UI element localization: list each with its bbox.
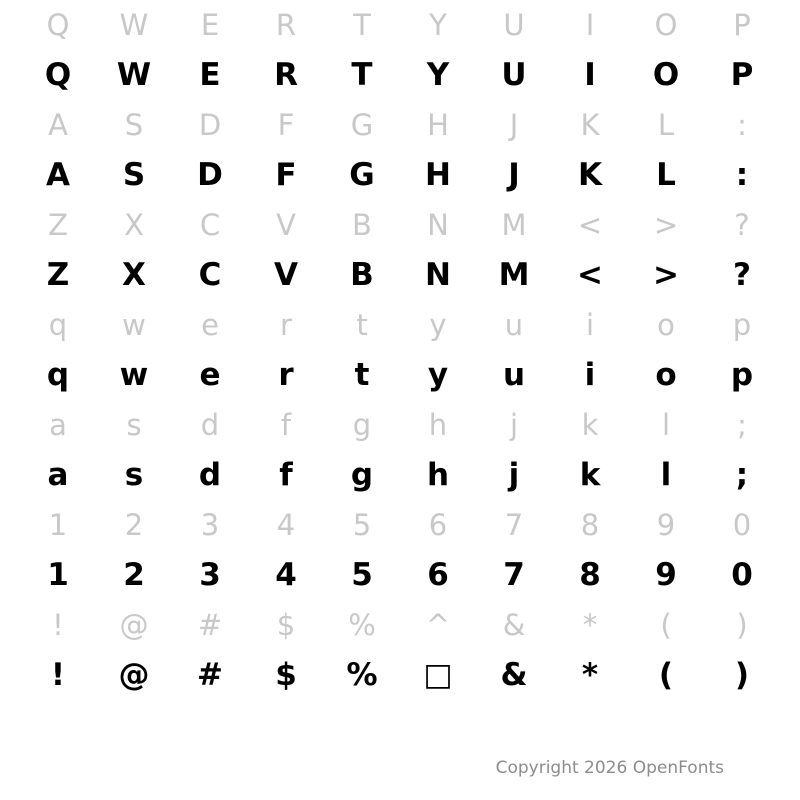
glyph-cell: R bbox=[275, 7, 297, 42]
glyph-cell: ; bbox=[737, 407, 747, 442]
glyph-cell: ( bbox=[658, 656, 674, 693]
glyph-cell: M bbox=[501, 207, 527, 242]
glyph-row-bold bbox=[0, 250, 800, 300]
glyph-cell: K bbox=[580, 107, 600, 142]
glyph-cell: N bbox=[425, 256, 451, 293]
glyph-cell: * bbox=[582, 607, 598, 642]
glyph-cell: ^ bbox=[425, 607, 451, 642]
glyph-cell: B bbox=[352, 207, 372, 242]
glyph-cell: 6 bbox=[427, 556, 449, 593]
glyph-cell: # bbox=[197, 607, 223, 642]
glyph-cell: T bbox=[351, 56, 373, 93]
glyph-cell: 7 bbox=[503, 556, 525, 593]
glyph-cell: Y bbox=[426, 56, 450, 93]
glyph-cell: T bbox=[353, 7, 371, 42]
glyph-cell: > bbox=[653, 207, 679, 242]
glyph-cell: P bbox=[730, 56, 754, 93]
glyph-cell: A bbox=[46, 156, 70, 193]
glyph-cell: Z bbox=[48, 207, 68, 242]
glyph-cell: s bbox=[126, 407, 142, 442]
glyph-cell: & bbox=[502, 607, 526, 642]
glyph-cell: $ bbox=[276, 607, 296, 642]
glyph-row-light bbox=[0, 300, 800, 350]
glyph-cell: 2 bbox=[124, 507, 144, 542]
glyph-cell: y bbox=[429, 307, 447, 342]
glyph-cell: > bbox=[653, 256, 679, 293]
glyph-cell: l bbox=[660, 456, 672, 493]
glyph-cell: L bbox=[656, 156, 676, 193]
glyph-cell: W bbox=[116, 56, 152, 93]
glyph-cell: F bbox=[275, 156, 297, 193]
glyph-cell: i bbox=[584, 356, 596, 393]
glyph-cell: 0 bbox=[732, 507, 752, 542]
glyph-cell: @ bbox=[119, 607, 149, 642]
glyph-cell: R bbox=[274, 56, 298, 93]
glyph-cell: t bbox=[356, 307, 368, 342]
glyph-cell: e bbox=[199, 356, 221, 393]
glyph-cell: r bbox=[280, 307, 292, 342]
glyph-row-bold bbox=[0, 650, 800, 700]
glyph-cell: @ bbox=[118, 656, 150, 693]
glyph-cell: U bbox=[503, 7, 525, 42]
glyph-cell: h bbox=[426, 456, 450, 493]
glyph-cell: e bbox=[201, 307, 219, 342]
glyph-cell: f bbox=[280, 407, 292, 442]
glyph-cell: % bbox=[346, 656, 378, 693]
glyph-cell: ! bbox=[50, 656, 66, 693]
glyph-cell: ) bbox=[736, 607, 748, 642]
glyph-cell: q bbox=[46, 356, 70, 393]
copyright-notice: Copyright 2026 OpenFonts bbox=[495, 758, 724, 778]
glyph-cell: : bbox=[737, 107, 747, 142]
glyph-cell: Q bbox=[44, 56, 72, 93]
glyph-cell: I bbox=[585, 7, 595, 42]
glyph-cell: ( bbox=[660, 607, 672, 642]
glyph-row-light bbox=[0, 500, 800, 550]
glyph-cell: g bbox=[350, 456, 374, 493]
glyph-cell: O bbox=[652, 56, 680, 93]
glyph-cell: D bbox=[197, 156, 223, 193]
glyph-cell: o bbox=[655, 356, 677, 393]
glyph-cell: U bbox=[501, 56, 527, 93]
glyph-cell: 5 bbox=[351, 556, 373, 593]
glyph-row-light bbox=[0, 0, 800, 50]
glyph-cell: d bbox=[198, 456, 222, 493]
glyph-cell: N bbox=[427, 207, 449, 242]
glyph-cell: I bbox=[584, 56, 596, 93]
glyph-cell: 5 bbox=[352, 507, 372, 542]
glyph-cell: t bbox=[354, 356, 370, 393]
glyph-cell: * bbox=[581, 656, 599, 693]
glyph-cell: G bbox=[350, 107, 374, 142]
glyph-cell: d bbox=[200, 407, 220, 442]
glyph-cell: P bbox=[733, 7, 751, 42]
glyph-cell: J bbox=[509, 107, 519, 142]
glyph-cell: 8 bbox=[579, 556, 601, 593]
glyph-cell: < bbox=[577, 207, 603, 242]
glyph-cell: 8 bbox=[580, 507, 600, 542]
glyph-cell: j bbox=[508, 456, 520, 493]
glyph-cell: L bbox=[657, 107, 675, 142]
glyph-cell: 4 bbox=[275, 556, 297, 593]
glyph-cell: g bbox=[352, 407, 372, 442]
glyph-cell: o bbox=[657, 307, 675, 342]
glyph-cell: J bbox=[508, 156, 520, 193]
glyph-cell: k bbox=[579, 456, 601, 493]
glyph-cell: Y bbox=[429, 7, 447, 42]
glyph-cell: ? bbox=[733, 256, 751, 293]
glyph-cell: u bbox=[502, 356, 526, 393]
glyph-cell: 9 bbox=[655, 556, 677, 593]
glyph-cell: C bbox=[199, 207, 221, 242]
glyph-row-light bbox=[0, 600, 800, 650]
glyph-cell: 0 bbox=[731, 556, 753, 593]
glyph-cell: a bbox=[47, 456, 69, 493]
glyph-cell: y bbox=[427, 356, 449, 393]
glyph-cell: 1 bbox=[48, 507, 68, 542]
glyph-row-bold bbox=[0, 350, 800, 400]
glyph-cell: 3 bbox=[199, 556, 221, 593]
glyph-cell: r bbox=[278, 356, 294, 393]
glyph-cell: S bbox=[124, 107, 144, 142]
glyph-cell: ) bbox=[734, 656, 750, 693]
glyph-row-bold bbox=[0, 150, 800, 200]
glyph-cell: j bbox=[509, 407, 519, 442]
glyph-cell: C bbox=[198, 256, 222, 293]
glyph-cell: V bbox=[274, 256, 298, 293]
glyph-cell: k bbox=[581, 407, 599, 442]
glyph-cell: E bbox=[199, 56, 221, 93]
glyph-cell: H bbox=[425, 156, 451, 193]
glyph-cell: Z bbox=[46, 256, 70, 293]
glyph-cell: H bbox=[427, 107, 449, 142]
glyph-cell: B bbox=[350, 256, 374, 293]
glyph-cell: l bbox=[661, 407, 671, 442]
glyph-row-light bbox=[0, 400, 800, 450]
glyph-cell: ? bbox=[734, 207, 750, 242]
glyph-cell: 2 bbox=[123, 556, 145, 593]
glyph-cell: w bbox=[119, 356, 149, 393]
glyph-cell: X bbox=[122, 256, 146, 293]
glyph-cell: D bbox=[198, 107, 222, 142]
glyph-cell: G bbox=[349, 156, 375, 193]
glyph-cell: u bbox=[504, 307, 524, 342]
glyph-cell: 1 bbox=[47, 556, 69, 593]
glyph-cell: 3 bbox=[200, 507, 220, 542]
glyph-row-bold bbox=[0, 50, 800, 100]
glyph-cell: ! bbox=[52, 607, 64, 642]
glyph-cell: S bbox=[122, 156, 146, 193]
glyph-cell: O bbox=[654, 7, 678, 42]
glyph-row-bold bbox=[0, 450, 800, 500]
glyph-cell: s bbox=[124, 456, 144, 493]
glyph-cell: : bbox=[735, 156, 749, 193]
glyph-cell: f bbox=[279, 456, 293, 493]
glyph-cell: □ bbox=[423, 656, 453, 693]
glyph-cell: # bbox=[197, 656, 223, 693]
glyph-cell: q bbox=[48, 307, 68, 342]
glyph-cell: M bbox=[498, 256, 530, 293]
glyph-cell: V bbox=[276, 207, 296, 242]
glyph-cell: i bbox=[585, 307, 595, 342]
glyph-row-light bbox=[0, 100, 800, 150]
glyph-cell: 4 bbox=[276, 507, 296, 542]
glyph-cell: % bbox=[348, 607, 376, 642]
glyph-cell: < bbox=[577, 256, 603, 293]
glyph-cell: E bbox=[200, 7, 220, 42]
glyph-cell: w bbox=[122, 307, 146, 342]
glyph-cell: A bbox=[48, 107, 68, 142]
glyph-cell: p bbox=[730, 356, 754, 393]
glyph-cell: Q bbox=[46, 7, 70, 42]
glyph-cell: K bbox=[577, 156, 603, 193]
glyph-cell: 9 bbox=[656, 507, 676, 542]
glyph-cell: F bbox=[277, 107, 295, 142]
glyph-cell: 6 bbox=[428, 507, 448, 542]
glyph-cell: X bbox=[124, 207, 144, 242]
glyph-cell: a bbox=[49, 407, 67, 442]
glyph-cell: 7 bbox=[504, 507, 524, 542]
glyph-cell: W bbox=[119, 7, 149, 42]
glyph-cell: $ bbox=[275, 656, 297, 693]
glyph-row-bold bbox=[0, 550, 800, 600]
glyph-cell: p bbox=[732, 307, 752, 342]
glyph-cell: h bbox=[428, 407, 448, 442]
glyph-row-light bbox=[0, 200, 800, 250]
glyph-cell: ; bbox=[735, 456, 749, 493]
glyph-cell: & bbox=[500, 656, 528, 693]
